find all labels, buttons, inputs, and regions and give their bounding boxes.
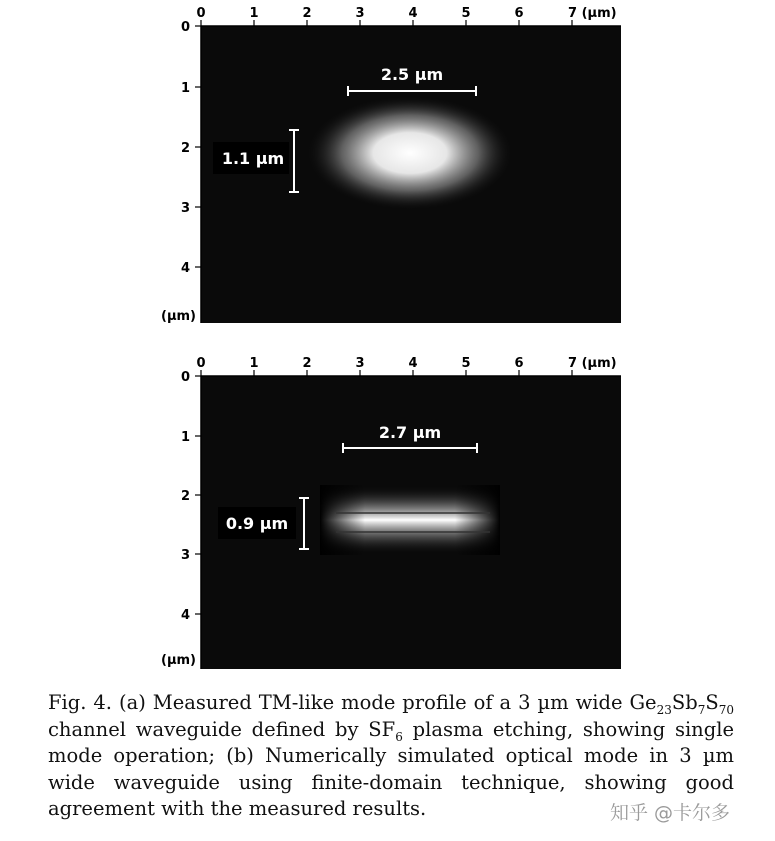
y-tick-label: 1 (180, 81, 190, 96)
x-tick-label: 2 (302, 356, 312, 371)
caption-text: plasma etching, showing single mode operation; (b) Numerically simulated optical mode in 3 µm wide waveguide using finite-domain technique, showing good agreement with the measured results. (48, 717, 735, 820)
y-axis-unit: (µm) (161, 309, 196, 324)
y-tick-label: 2 (180, 141, 190, 156)
y-tick-label: 3 (180, 201, 190, 216)
y-tick-label: 2 (180, 489, 190, 504)
height-scale-label-a: 1.1 µm (221, 149, 285, 168)
figure-panel-b (0, 350, 775, 685)
figure-panel-a (0, 0, 775, 335)
caption-text: Fig. 4. (a) Measured TM-like mode profile of a 3 µm wide Ge (48, 691, 657, 714)
height-scale-label-b: 0.9 µm (225, 514, 289, 533)
x-tick-label: 5 (461, 6, 471, 21)
x-tick-label: 5 (461, 356, 471, 371)
caption-subscript: 7 (697, 702, 706, 717)
width-scale-label-a: 2.5 µm (380, 65, 444, 84)
mode-profile-a (0, 0, 775, 335)
x-tick-label: 1 (249, 6, 259, 21)
y-tick-label: 1 (180, 430, 190, 445)
x-tick-label: 0 (196, 6, 206, 21)
x-tick-label: 3 (355, 356, 365, 371)
mode-spot-a (305, 95, 515, 211)
caption-subscript: 23 (656, 702, 672, 717)
y-tick-label: 4 (180, 608, 190, 623)
x-tick-label: 1 (249, 356, 259, 371)
watermark: 知乎 @卡尔多 (610, 802, 731, 824)
x-tick-label: 7 (µm) (568, 6, 617, 21)
x-tick-label: 2 (302, 6, 312, 21)
y-axis-unit: (µm) (161, 653, 196, 668)
mode-profile-b (0, 350, 775, 685)
caption-subscript: 6 (395, 729, 403, 744)
caption-text: channel waveguide defined by SF (48, 717, 396, 741)
x-tick-label: 6 (514, 356, 524, 371)
y-tick-label: 0 (180, 20, 190, 35)
x-tick-label: 4 (408, 6, 418, 21)
x-tick-label: 6 (514, 6, 524, 21)
x-tick-label: 0 (196, 356, 206, 371)
y-tick-label: 0 (180, 370, 190, 385)
caption-text: Sb (671, 691, 698, 714)
x-tick-label: 7 (µm) (568, 356, 617, 371)
y-tick-label: 3 (180, 548, 190, 563)
y-tick-label: 4 (180, 261, 190, 276)
x-tick-label: 4 (408, 356, 418, 371)
width-scale-label-b: 2.7 µm (378, 423, 442, 442)
caption-subscript: 70 (718, 702, 734, 717)
caption-text: S (705, 691, 719, 714)
mode-spot-b (320, 485, 500, 555)
x-tick-label: 3 (355, 6, 365, 21)
